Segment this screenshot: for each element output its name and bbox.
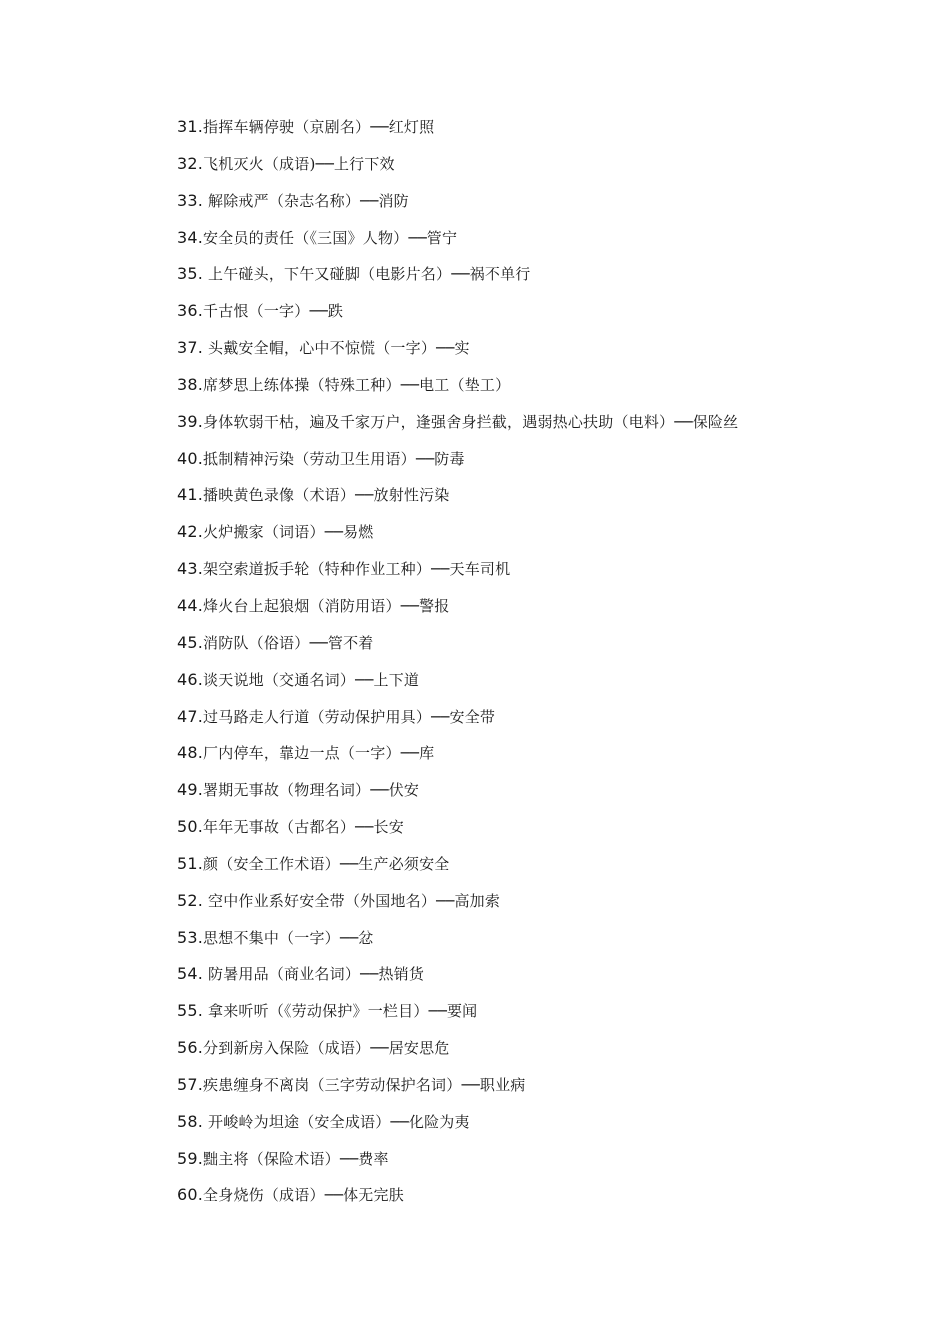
item-number: 51. bbox=[177, 853, 204, 873]
item-number: 60. bbox=[177, 1185, 204, 1205]
item-text: 黜主将（保险术语）──费率 bbox=[203, 1149, 389, 1168]
item-text: 防暑用品（商业名词）──热销货 bbox=[203, 965, 425, 984]
riddle-list bbox=[177, 114, 877, 1219]
item-text: 安全员的责任（《三国》人物）──管宁 bbox=[203, 228, 458, 247]
list-item bbox=[177, 298, 877, 335]
item-number: 42. bbox=[177, 522, 204, 542]
item-text: 分到新房入保险（成语）──居安思危 bbox=[203, 1039, 450, 1058]
item-number: 31. bbox=[177, 117, 204, 136]
item-number: 46. bbox=[177, 669, 204, 689]
item-text: 上午碰头，下午又碰脚（电影片名）──祸不单行 bbox=[203, 265, 531, 284]
list-item bbox=[177, 630, 877, 667]
item-number: 56. bbox=[177, 1038, 204, 1058]
item-number: 34. bbox=[177, 227, 204, 247]
list-item bbox=[177, 961, 877, 998]
item-number: 53. bbox=[177, 927, 204, 947]
item-text: 指挥车辆停驶（京剧名）──红灯照 bbox=[203, 118, 435, 136]
item-number: 49. bbox=[177, 780, 204, 800]
item-text: 过马路走人行道（劳动保护用具）──安全带 bbox=[203, 707, 496, 726]
list-item bbox=[177, 335, 877, 372]
item-text: 身体软弱干枯，遍及千家万户，逢强舍身拦截，遇弱热心扶助（电料）──保险丝 bbox=[203, 412, 739, 431]
item-text: 千古恨（一字）──跌 bbox=[203, 302, 344, 321]
item-number: 47. bbox=[177, 706, 204, 726]
list-item bbox=[177, 593, 877, 630]
item-text: 开峻岭为坦途（安全成语）──化险为夷 bbox=[203, 1112, 470, 1131]
item-text: 颜（安全工作术语）──生产必须安全 bbox=[203, 854, 450, 873]
item-number: 43. bbox=[177, 559, 204, 579]
list-item bbox=[177, 704, 877, 741]
list-item bbox=[177, 188, 877, 225]
list-item bbox=[177, 482, 877, 519]
item-text: 厂内停车，靠边一点（一字）──库 bbox=[203, 744, 435, 763]
item-text: 火炉搬家（词语）──易燃 bbox=[203, 523, 374, 542]
list-item bbox=[177, 1035, 877, 1072]
list-item bbox=[177, 667, 877, 704]
list-item bbox=[177, 1182, 877, 1219]
list-item bbox=[177, 814, 877, 851]
item-number: 55. bbox=[177, 1001, 204, 1021]
list-item bbox=[177, 925, 877, 962]
list-item bbox=[177, 151, 877, 188]
item-text: 架空索道扳手轮（特种作业工种）──天车司机 bbox=[203, 560, 511, 579]
item-text: 空中作业系好安全带（外国地名）──高加索 bbox=[203, 891, 501, 910]
item-number: 45. bbox=[177, 632, 204, 652]
item-number: 37. bbox=[177, 338, 204, 358]
item-number: 57. bbox=[177, 1074, 204, 1094]
item-number: 50. bbox=[177, 817, 204, 837]
list-item bbox=[177, 998, 877, 1035]
list-item bbox=[177, 851, 877, 888]
list-item bbox=[177, 740, 877, 777]
list-item bbox=[177, 114, 877, 151]
item-text: 拿来听听（《劳动保护》一栏目）──要闻 bbox=[203, 1002, 478, 1021]
item-text: 全身烧伤（成语）──体无完肤 bbox=[203, 1186, 404, 1205]
item-text: 署期无事故（物理名词）──伏安 bbox=[203, 781, 420, 800]
list-item bbox=[177, 556, 877, 593]
item-number: 44. bbox=[177, 595, 204, 615]
list-item bbox=[177, 1146, 877, 1183]
item-text: 席梦思上练体操（特殊工种）──电工（垫工） bbox=[203, 375, 511, 394]
list-item bbox=[177, 1109, 877, 1146]
list-item bbox=[177, 1072, 877, 1109]
item-number: 52. bbox=[177, 890, 204, 910]
item-text: 谈天说地（交通名词）──上下道 bbox=[203, 670, 420, 689]
item-number: 36. bbox=[177, 301, 204, 321]
item-number: 32. bbox=[177, 153, 204, 173]
item-text: 思想不集中（一字）──忿 bbox=[203, 928, 374, 947]
list-item bbox=[177, 372, 877, 409]
list-item bbox=[177, 225, 877, 262]
list-item bbox=[177, 888, 877, 925]
list-item bbox=[177, 777, 877, 814]
item-text: 头戴安全帽，心中不惊慌（一字）──实 bbox=[203, 339, 470, 358]
item-number: 41. bbox=[177, 485, 204, 505]
item-number: 33. bbox=[177, 190, 204, 210]
item-text: 解除戒严（杂志名称）──消防 bbox=[203, 191, 409, 210]
item-text: 抵制精神污染（劳动卫生用语）──防毒 bbox=[203, 449, 465, 468]
item-text: 播映黄色录像（术语）──放射性污染 bbox=[203, 486, 450, 505]
item-number: 59. bbox=[177, 1148, 204, 1168]
list-item bbox=[177, 409, 877, 446]
item-text: 年年无事故（古都名）──长安 bbox=[203, 818, 404, 837]
item-number: 38. bbox=[177, 374, 204, 394]
list-item bbox=[177, 446, 877, 483]
item-text: 烽火台上起狼烟（消防用语）──警报 bbox=[203, 596, 450, 615]
item-number: 35. bbox=[177, 264, 204, 284]
list-item bbox=[177, 261, 877, 298]
item-number: 48. bbox=[177, 743, 204, 763]
item-text: 消防队（俗语）──管不着 bbox=[203, 633, 374, 652]
item-text: 疾患缠身不离岗（三字劳动保护名词）──职业病 bbox=[203, 1075, 526, 1094]
item-number: 39. bbox=[177, 411, 204, 431]
item-number: 58. bbox=[177, 1111, 204, 1131]
item-text: 飞机灭火（成语)──上行下效 bbox=[203, 154, 395, 173]
list-item bbox=[177, 519, 877, 556]
item-number: 40. bbox=[177, 448, 204, 468]
item-number: 54. bbox=[177, 964, 204, 984]
